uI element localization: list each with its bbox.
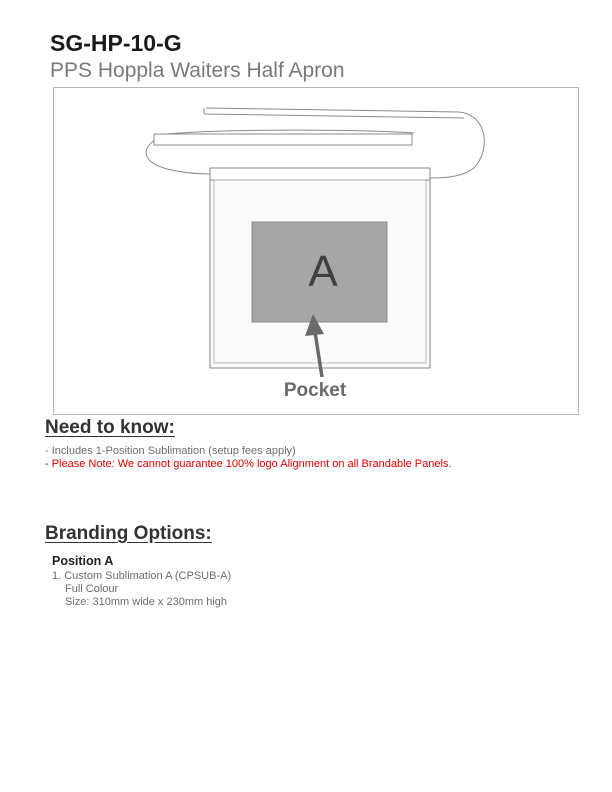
apron-tie-strip-top [204,114,464,118]
branding-option-item: 1. Custom Sublimation A (CPSUB-A) [52,570,232,582]
apron-diagram [53,87,579,415]
product-name: PPS Hoppla Waiters Half Apron [50,59,345,82]
product-code: SG-HP-10-G [50,30,182,56]
need-to-know-line: - Includes 1-Position Sublimation (setup fees apply) [45,445,296,457]
pocket-label: Pocket [283,380,347,401]
branding-colour: Full Colour [65,583,119,595]
apron-illustration [54,88,578,414]
need-to-know-note: - Please Note: We cannot guarantee 100% logo Alignment on all Brandable Panels. [45,458,452,470]
apron-tie-band [154,134,412,145]
apron-waistband [210,168,430,180]
branding-options-heading: Branding Options: [45,523,212,544]
position-letter: A [308,247,338,296]
position-title: Position A [52,554,114,568]
need-to-know-heading: Need to know: [45,417,175,438]
branding-size: Size: 310mm wide x 230mm high [65,596,228,608]
